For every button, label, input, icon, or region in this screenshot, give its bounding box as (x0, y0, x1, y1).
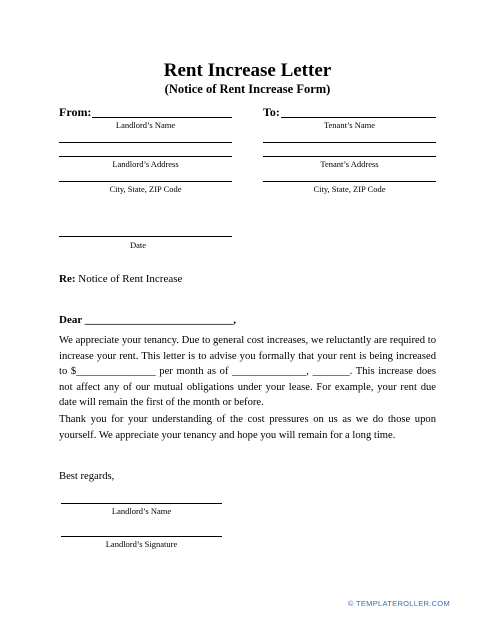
tenant-address-line-2[interactable] (263, 156, 436, 157)
signature-caption: Landlord’s Signature (105, 539, 178, 549)
landlord-name-line[interactable] (92, 117, 232, 118)
templateroller-brand[interactable]: © TEMPLATEROLLER.COM (347, 599, 450, 608)
signature-name-caption: Landlord’s Name (111, 506, 172, 516)
landlord-address-caption: Landlord’s Address (112, 159, 179, 169)
tenant-address-line-1[interactable] (263, 142, 436, 143)
from-label: From: (59, 105, 92, 119)
landlord-address-line-2[interactable] (59, 156, 232, 157)
body-paragraph-2: Thank you for your understanding of the cost pressures on us as we do those upon yourself. We appreciate your tenancy and hope you will remain for a long time. (59, 414, 436, 441)
re-label: Re: (59, 273, 76, 285)
landlord-address-line-1[interactable] (59, 142, 232, 143)
tenant-city-caption: City, State, ZIP Code (313, 184, 386, 194)
tenant-name-line[interactable] (281, 117, 436, 118)
tenant-name-caption: Tenant’s Name (323, 120, 376, 130)
landlord-city-caption: City, State, ZIP Code (109, 184, 182, 194)
re-text: Notice of Rent Increase (78, 273, 183, 285)
re-line (59, 273, 182, 285)
document-subtitle: (Notice of Rent Increase Form) (164, 82, 331, 96)
signature-name-line[interactable] (61, 503, 222, 504)
landlord-city-line[interactable] (59, 181, 232, 182)
closing: Best regards, (59, 471, 115, 482)
landlord-name-caption: Landlord’s Name (115, 120, 176, 130)
tenant-address-caption: Tenant’s Address (320, 159, 379, 169)
document-title: Rent Increase Letter (163, 60, 332, 81)
to-label: To: (263, 105, 280, 119)
salutation: Dear ___________________________, (59, 314, 237, 326)
date-caption: Date (129, 240, 147, 250)
signature-line[interactable] (61, 536, 222, 537)
body-paragraph-1: We appreciate your tenancy. Due to general cost increases, we reluctantly are required to increase your rent. This letter is to advise you formally that your rent is being increased to $_______________ per month as of ______________, _______. This increase does not affect any of our mutual obligations under your lease. For example, your rent due date will remain the first of the month or before. (59, 335, 436, 409)
date-line[interactable] (59, 236, 232, 237)
tenant-city-line[interactable] (263, 181, 436, 182)
